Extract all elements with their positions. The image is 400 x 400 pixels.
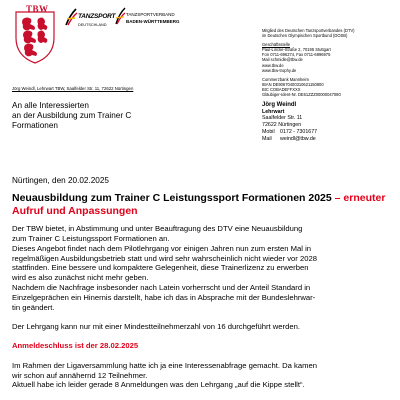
shield-text: TBW	[26, 4, 49, 14]
body-line: Im Rahmen der Ligaversammlung hatte ich ja eine Interessenabfrage gemacht. Da kamen	[12, 360, 317, 370]
tbw-line1: TANZSPORTVERBAND	[126, 12, 175, 17]
mobile-label: Mobil	[262, 128, 275, 135]
body-line: regelmäßigen Ausbildungsbetrieb statt und wird sehr wahrscheinlich nicht wieder vor 2028	[12, 253, 317, 263]
office-line[interactable]: www.tbw-trophy.de	[262, 67, 297, 73]
office-line[interactable]: Mail schmidle@tbw.de	[262, 57, 303, 63]
body-line: Aktuell habe ich leider gerade 8 Anmeldungen was den Lehrgang „auf die Kippe stellt“.	[12, 380, 305, 390]
body-line: Der TBW bietet, in Abstimmung und unter Beauftragung des DTV eine Neuausbildung	[12, 224, 303, 233]
recipient-block	[12, 101, 131, 132]
letter-body	[12, 224, 396, 390]
contact-person	[262, 102, 400, 142]
person-role: Lehrwart	[262, 108, 285, 115]
office-line[interactable]: www.tbw.de	[262, 62, 284, 68]
tbw-shield-logo	[10, 2, 60, 64]
dancer-icon	[64, 6, 78, 26]
member-line: Mitglied des Deutschen Tanzsportverbandes (DTV)	[262, 28, 355, 33]
member-line: im Deutschen Olympischen Sportbund (DOSB)	[262, 33, 348, 39]
body-line: zum Trainer C Leistungssport Formationen an.	[12, 233, 170, 243]
mobile-value: 0172 - 7301677	[280, 128, 318, 135]
recipient-line: an der Ausbildung zum Trainer C	[12, 111, 132, 121]
body-line: Dieses Angebot findet nach dem Pilotlehrgang vor einigen Jahren nun zum ersten Mal in	[12, 243, 312, 253]
bank-line: Commerzbank Mannheim	[262, 76, 309, 82]
recipient-line: An alle Interessierten	[12, 101, 89, 110]
office-line: Paul-Lincke-Straße 2, 70195 Stuttgart	[262, 47, 331, 53]
office-line: Fon 0711-696274, Fax 0711-6996975	[262, 52, 331, 58]
dtv-name: TANZSPORT	[78, 13, 116, 20]
body-line: Einzelgeprächen ein Hinernis darstellt, habe ich das in Absprache mit der Bundeslehrwar-	[12, 292, 316, 302]
person-city: 72622 Nürtingen	[262, 122, 302, 129]
sender-line: Jörg Weindl, Lehrwart TBW, Saalfelder Str. 11, 72622 Nürtingen	[12, 86, 134, 91]
person-street: Saalfelder Str. 11	[262, 115, 303, 122]
dtv-subtitle: DEUTSCHLAND	[78, 23, 107, 27]
recipient-line: Formationen	[12, 121, 58, 131]
bank-line: Gläubiger-Ident-Nr. DE61ZZZ00000047080	[262, 92, 341, 98]
headline-accent: – erneuter Aufruf und Anpassungen	[12, 192, 386, 217]
mail-value[interactable]: weindl@tbw.de	[280, 135, 316, 142]
deadline-notice: Anmeldeschluss ist der 28.02.2025	[12, 341, 139, 351]
person-name: Jörg Weindl	[262, 102, 297, 108]
mobile-row	[262, 129, 400, 136]
mail-label: Mail	[262, 135, 272, 142]
mail-row	[262, 136, 400, 143]
body-line: tin geändert.	[12, 302, 55, 312]
bank-line: IBAN DE90670400310621150800	[262, 81, 324, 87]
body-line: wird es also zunächst nicht mehr geben.	[12, 273, 149, 283]
headline-main: Neuausbildung zum Trainer C Leistungssport Formationen 2025	[12, 192, 332, 204]
body-line: wir schon auf annähernd 12 Teilnehmer.	[12, 370, 148, 380]
org-info-column	[262, 28, 400, 97]
body-line: Nachdem die Nachfrage insbesonder nach Latein vorherrscht und der Anteil Standard in	[12, 283, 311, 293]
body-line: Der Lehrgang kann nur mit einer Mindestteilnehmerzahl von 16 durchgeführt werden.	[12, 322, 300, 332]
tbw-mark-icon	[114, 6, 126, 26]
bank-line: BIC COBADEFFXXX	[262, 86, 301, 92]
office-heading: Geschäftsstelle	[262, 42, 290, 48]
letter-headline	[12, 192, 392, 218]
body-line: stattfinden. Eine bessere und kompaktere Gelegenheit, diese Trainerlizenz zu erwerben	[12, 263, 309, 273]
date-line: Nürtingen, den 20.02.2025	[12, 176, 109, 185]
tbw-line2: BADEN-WÜRTTEMBERG	[126, 19, 180, 24]
